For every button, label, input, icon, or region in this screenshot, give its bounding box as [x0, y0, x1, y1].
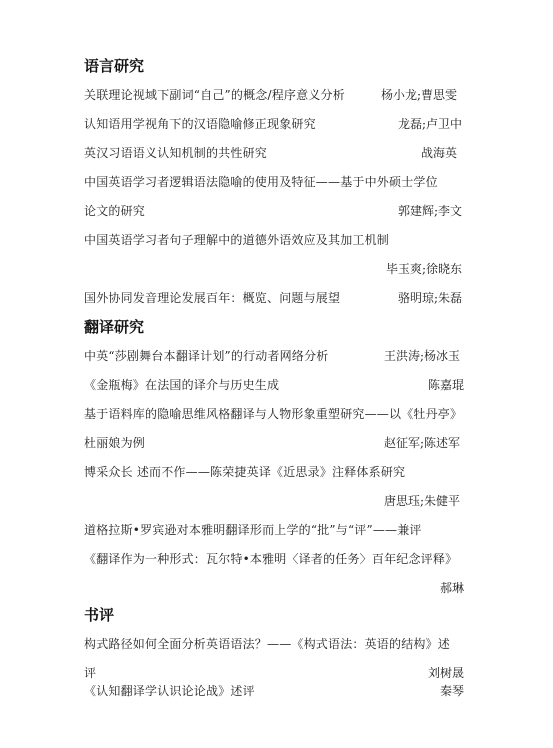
article-title-line2: 评	[84, 666, 97, 680]
article-authors: 骆明琼;朱磊	[398, 291, 463, 305]
section-heading-book-reviews: 书评	[84, 606, 115, 624]
article-title: 《金瓶梅》在法国的译介与历史生成	[84, 378, 280, 392]
article-title: 关联理论视域下副词“自己”的概念/程序意义分析	[84, 88, 345, 102]
article-title-line1: 基于语料库的隐喻思维风格翻译与人物形象重塑研究——以《牡丹亭》	[84, 407, 463, 421]
article-authors: 王洪涛;杨冰玉	[384, 349, 461, 363]
article-authors: 毕玉爽;徐晓东	[386, 262, 463, 276]
article-authors: 郭建辉;李文	[398, 204, 463, 218]
article-title: 英汉习语语义认知机制的共性研究	[84, 146, 268, 160]
article-title-line2: 论文的研究	[84, 204, 146, 218]
article-title: 中国英语学习者句子理解中的道德外语效应及其加工机制	[84, 233, 390, 247]
article-title-line2: 《翻译作为一种形式：瓦尔特•本雅明〈译者的任务〉百年纪念评释》	[84, 552, 458, 566]
article-authors: 杨小龙;曹思雯	[381, 88, 458, 102]
article-title: 中英“莎剧舞台本翻译计划”的行动者网络分析	[84, 349, 329, 363]
article-title: 博采众长 述而不作——陈荣捷英译《近思录》注释体系研究	[84, 465, 406, 479]
article-authors: 秦琴	[440, 684, 465, 698]
article-authors: 龙磊;卢卫中	[398, 117, 463, 131]
article-title-line1: 道格拉斯•罗宾逊对本雅明翻译形而上学的“批”与“评”——兼评	[84, 523, 422, 537]
article-authors: 唐思珏;朱健平	[384, 494, 461, 508]
article-title: 《认知翻译学认识论论战》述评	[84, 684, 255, 698]
article-authors: 郝琳	[440, 581, 465, 595]
article-title: 认知语用学视角下的汉语隐喻修正现象研究	[84, 117, 316, 131]
article-authors: 赵征军;陈述军	[384, 436, 461, 450]
article-authors: 刘树晟	[428, 666, 465, 680]
section-heading-language-studies: 语言研究	[84, 57, 145, 75]
article-title-line1: 中国英语学习者逻辑语法隐喻的使用及特征——基于中外硕士学位	[84, 175, 438, 189]
article-title: 国外协同发音理论发展百年：概览、问题与展望	[84, 291, 341, 305]
article-authors: 战海英	[421, 146, 458, 160]
article-title-line1: 构式路径如何全面分析英语语法？——《构式语法：英语的结构》述	[84, 637, 451, 651]
article-title-line2: 杜丽娘为例	[84, 436, 146, 450]
section-heading-translation-studies: 翻译研究	[84, 318, 145, 336]
article-authors: 陈嘉琨	[428, 378, 465, 392]
